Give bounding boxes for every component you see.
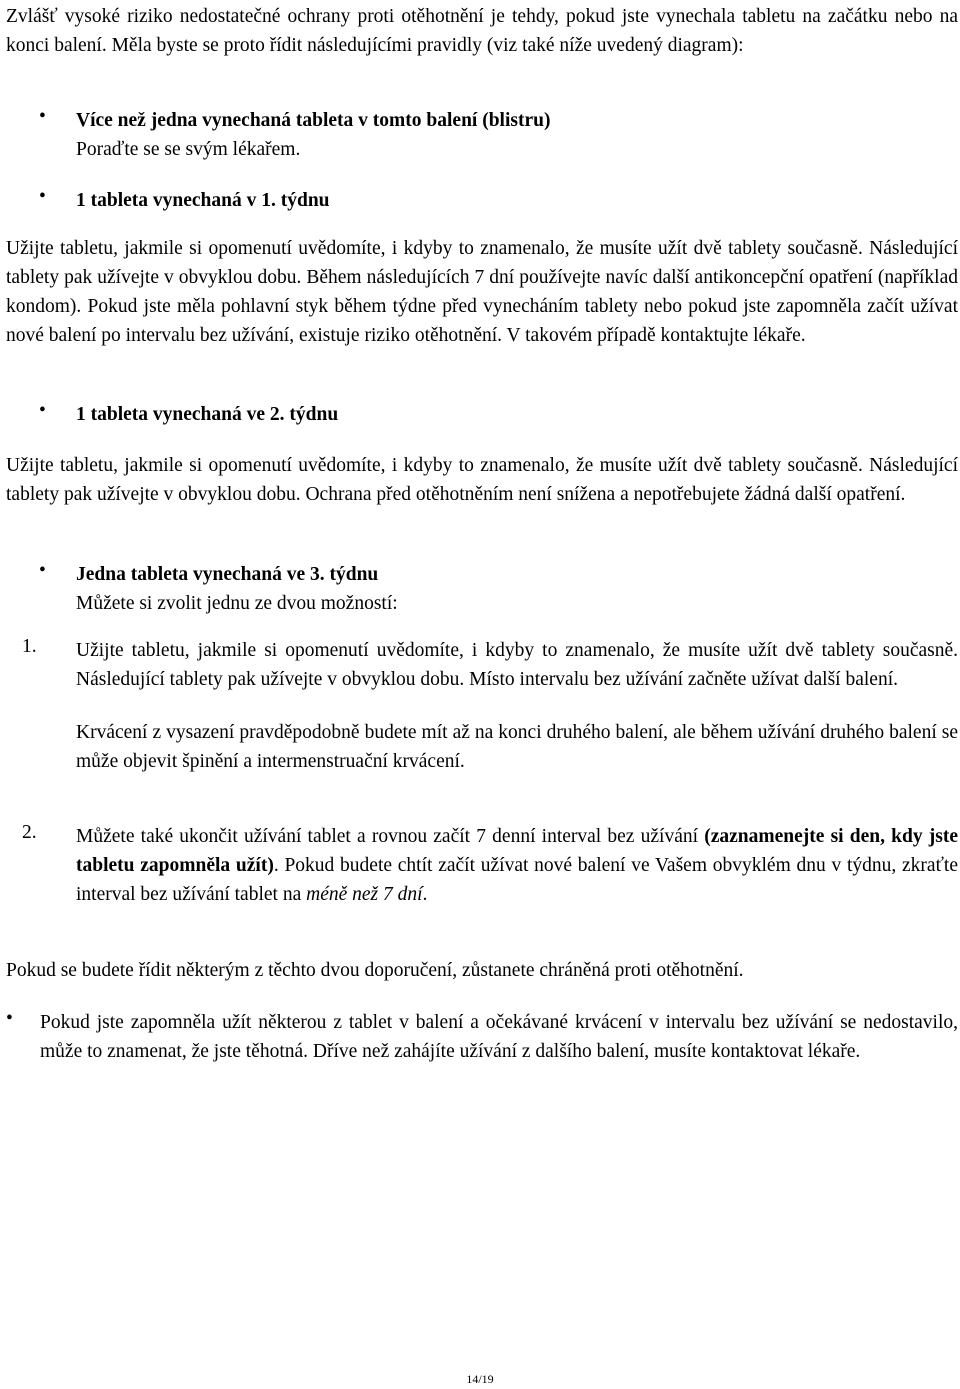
week-2-paragraph: Užijte tabletu, jakmile si opomenutí uvědomíte, i kdyby to znamenalo, že musíte užít dvě tablety současně. Následující tablety pak užívejte v obvyklou dobu. Ochrana před otěhotněním není snížena a nepotřebujete žádná další opatření.	[6, 455, 958, 505]
bullet-week-1	[6, 186, 958, 215]
option-1	[6, 636, 958, 776]
option-text-end: .	[422, 884, 428, 905]
option-text-mid: . Pokud budete chtít začít užívat nové balení ve Vašem obvyklém dnu v týdnu, zkraťte interval bez užívání tablet na	[76, 855, 958, 905]
section-heading: Více než jedna vynechaná tableta v tomto balení (blistru)	[76, 110, 551, 131]
option-text-bold: (zaznamenejte si den, kdy jste tabletu zapomněla užít)	[76, 826, 959, 876]
section-text: Můžete si zvolit jednu ze dvou možností:	[76, 593, 398, 614]
section-heading: 1 tableta vynechaná v 1. týdnu	[76, 190, 330, 211]
bullet-more-than-one	[6, 106, 958, 164]
option-text: Užijte tabletu, jakmile si opomenutí uvědomíte, i kdyby to znamenalo, že musíte užít dvě tablety současně. Následující tablety pak užívejte v obvyklou dobu. Místo intervalu bez užívání začněte užívat další balení.	[76, 640, 958, 690]
option-2	[6, 822, 958, 909]
option-text-italic: méně než 7 dní	[306, 884, 423, 905]
week-1-paragraph: Užijte tabletu, jakmile si opomenutí uvědomíte, i kdyby to znamenalo, že musíte užít dvě tablety současně. Následující tablety pak užívejte v obvyklou dobu. Během následujících 7 dní používejte navíc další antikoncepční opatření (například kondom). Pokud jste měla pohlavní styk během týdne před vynecháním tablety nebo pokud jste zapomněla začít užívat nové balení po intervalu bez užívání, existuje riziko otěhotnění. V takovém případě kontaktujte lékaře.	[6, 238, 958, 346]
bullet-missed-period	[6, 1008, 958, 1066]
bullet-icon: •	[39, 106, 46, 127]
bullet-icon: •	[39, 560, 46, 581]
bullet-week-2	[6, 400, 958, 429]
option-text	[76, 822, 958, 909]
section-heading: Jedna tableta vynechaná ve 3. týdnu	[76, 564, 379, 585]
option-number: 2.	[22, 822, 37, 843]
option-text-lead: Můžete také ukončit užívání tablet a rovnou začít 7 denní interval bez užívání	[76, 826, 699, 847]
bullet-icon: •	[39, 186, 46, 207]
bullet-icon: •	[39, 400, 46, 421]
conclusion-paragraph: Pokud se budete řídit některým z těchto dvou doporučení, zůstanete chráněná proti otěhotnění.	[6, 960, 744, 981]
page-number: 14/19	[466, 1372, 494, 1386]
section-text: Poraďte se se svým lékařem.	[76, 139, 301, 160]
section-heading: 1 tableta vynechaná ve 2. týdnu	[76, 404, 339, 425]
intro-paragraph: Zvlášť vysoké riziko nedostatečné ochrany proti otěhotnění je tehdy, pokud jste vynechala tabletu na začátku nebo na konci balení. Měla byste se proto řídit následujícími pravidly (viz také níže uvedený diagram):	[6, 6, 958, 56]
section-text: Pokud jste zapomněla užít některou z tablet v balení a očekávané krvácení v intervalu bez užívání se nedostavilo, může to znamenat, že jste těhotná. Dříve než zahájíte užívání z dalšího balení, musíte kontaktovat lékaře.	[40, 1012, 958, 1062]
option-note: Krvácení z vysazení pravděpodobně budete mít až na konci druhého balení, ale během užívání druhého balení se může objevit špinění a intermenstruační krvácení.	[76, 722, 958, 772]
bullet-week-3	[6, 560, 958, 618]
bullet-icon: •	[6, 1008, 13, 1029]
option-number: 1.	[22, 636, 37, 657]
